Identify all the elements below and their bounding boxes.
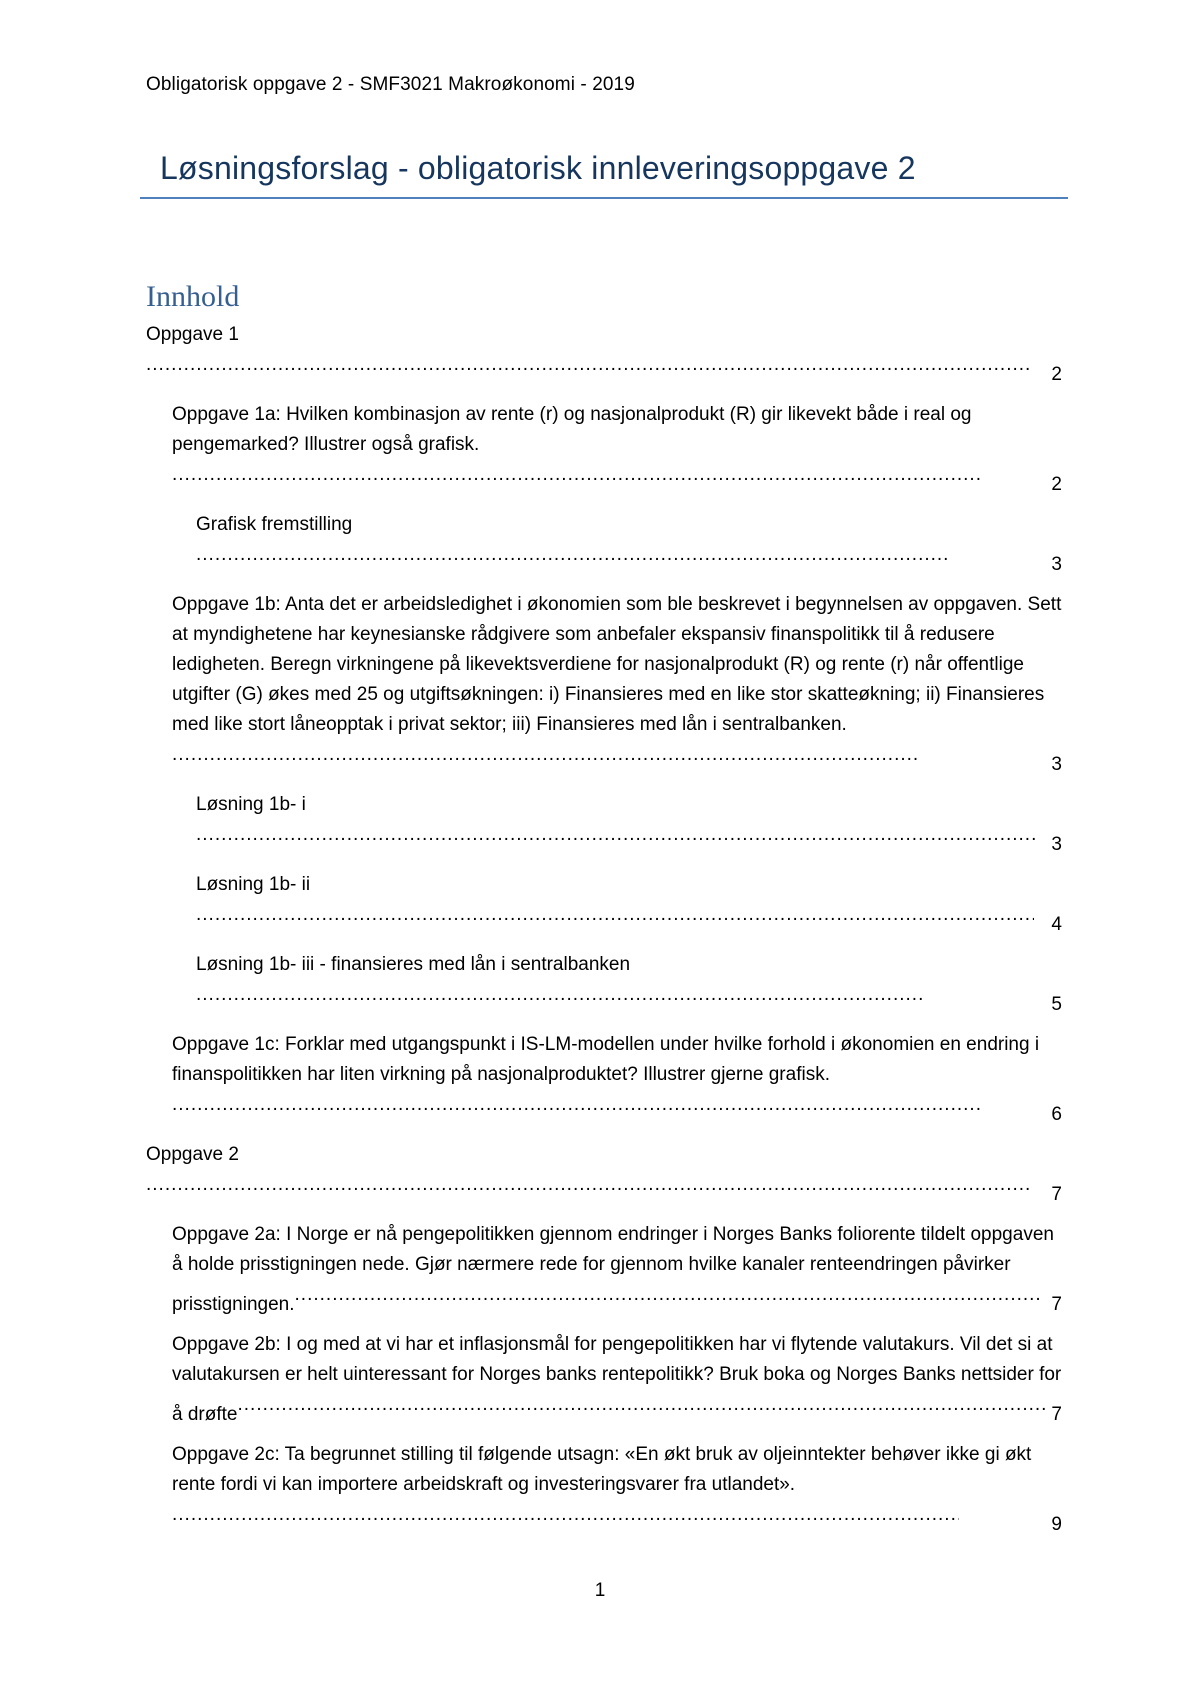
toc-entry-text: Oppgave 2a: I Norge er nå pengepolitikken gjennom endringer i Norges Banks foliorente tildelt oppgaven å holde prisstigningen nede. Gjør nærmere rede for gjennom hvilke kanaler renteendringen påvirker prisstigningen. <box>172 1224 1054 1315</box>
toc-entry-line <box>172 1330 1062 1430</box>
toc-dot-leader <box>172 740 917 770</box>
toc-dot-leader <box>172 1500 959 1530</box>
toc-dot-leader <box>146 1170 1031 1200</box>
toc-page-number: 6 <box>1049 1100 1062 1130</box>
toc-dot-leader <box>196 540 951 570</box>
toc-entry[interactable] <box>146 1030 1062 1130</box>
toc-dot-leader <box>196 980 923 1010</box>
table-of-contents <box>146 320 1062 1550</box>
toc-entry-line <box>196 510 1062 580</box>
toc-entry[interactable] <box>146 1140 1062 1210</box>
toc-entry-text: Oppgave 1 <box>146 324 239 345</box>
toc-dot-leader <box>146 350 1031 380</box>
toc-entry-text: Oppgave 2 <box>146 1144 239 1165</box>
toc-entry-text: Oppgave 2c: Ta begrunnet stilling til følgende utsagn: «En økt bruk av oljeinntekter behøver ikke gi økt rente fordi vi kan importere arbeidskraft og investeringsvarer fra utlandet». <box>172 1444 1032 1495</box>
toc-entry[interactable] <box>146 1440 1062 1540</box>
toc-entry-line <box>172 1440 1062 1540</box>
toc-entry[interactable] <box>146 320 1062 390</box>
toc-page-number: 3 <box>1049 830 1062 860</box>
toc-entry[interactable] <box>146 590 1062 780</box>
toc-dot-leader <box>196 900 1034 930</box>
toc-entry[interactable] <box>146 1220 1062 1320</box>
toc-entry[interactable] <box>146 1330 1062 1430</box>
toc-entry-line <box>146 320 1062 390</box>
toc-entry[interactable] <box>146 400 1062 500</box>
toc-entry-text: Oppgave 1a: Hvilken kombinasjon av rente (r) og nasjonalprodukt (R) gir likevekt både i real og pengemarked? Illustrer også grafisk. <box>172 404 972 455</box>
toc-page-number: 9 <box>1049 1510 1062 1540</box>
toc-entry-text: Oppgave 1c: Forklar med utgangspunkt i IS-LM-modellen under hvilke forhold i økonomien en endring i finanspolitikken har liten virkning på nasjonalproduktet? Illustrer gjerne grafisk. <box>172 1034 1040 1085</box>
toc-entry-line <box>196 790 1062 860</box>
toc-entry-line <box>172 1030 1062 1130</box>
toc-heading: Innhold <box>146 280 240 313</box>
toc-entry-text: Løsning 1b- i <box>196 794 306 815</box>
toc-entry-text: Grafisk fremstilling <box>196 514 353 535</box>
toc-entry-line <box>172 400 1062 500</box>
title-block <box>140 150 1068 199</box>
toc-page-number: 2 <box>1049 360 1062 390</box>
toc-entry-text: Løsning 1b- iii - finansieres med lån i sentralbanken <box>196 954 631 975</box>
running-header: Obligatorisk oppgave 2 - SMF3021 Makroøkonomi - 2019 <box>146 74 635 95</box>
toc-entry[interactable] <box>146 950 1062 1020</box>
toc-entry[interactable] <box>146 790 1062 860</box>
toc-dot-leader <box>172 460 981 490</box>
toc-entry-line <box>146 1140 1062 1210</box>
toc-page-number: 3 <box>1049 550 1062 580</box>
page-number: 1 <box>594 1580 606 1601</box>
toc-entry-text: Oppgave 1b: Anta det er arbeidsledighet i økonomien som ble beskrevet i begynnelsen av oppgaven. Sett at myndighetene har keynesianske rådgivere som anbefaler ekspansiv finanspolitikk til å redusere ledigheten. Beregn virkningene på likevektsverdiene for nasjonalprodukt (R) og rente (r) når offentlige utgifter (G) økes med 25 og utgiftsøkningen: i) Finansieres med en like stor skatteøkning; ii) Finansieres med like stort låneopptak i privat sektor; iii) Finansieres med lån i sentralbanken. <box>172 594 1062 735</box>
toc-page-number: 5 <box>1049 990 1062 1020</box>
toc-page-number: 2 <box>1049 470 1062 500</box>
toc-entry-text: Løsning 1b- ii <box>196 874 311 895</box>
toc-entry[interactable] <box>146 870 1062 940</box>
toc-dot-leader <box>295 1280 1042 1310</box>
toc-page-number: 3 <box>1049 750 1062 780</box>
toc-dot-leader <box>196 820 1038 850</box>
document-title: Løsningsforslag - obligatorisk innleveringsoppgave 2 <box>160 150 916 186</box>
toc-entry-line <box>196 870 1062 940</box>
toc-page-number: 7 <box>1049 1400 1062 1430</box>
toc-entry-line <box>172 590 1062 780</box>
toc-page-number: 7 <box>1049 1290 1062 1320</box>
toc-entry-line <box>196 950 1062 1020</box>
toc-page-number: 7 <box>1049 1180 1062 1210</box>
toc-entry-line <box>172 1220 1062 1320</box>
toc-dot-leader <box>172 1090 981 1120</box>
toc-dot-leader <box>237 1390 1057 1420</box>
toc-page-number: 4 <box>1049 910 1062 940</box>
toc-entry[interactable] <box>146 510 1062 580</box>
toc-entry-text: Oppgave 2b: I og med at vi har et inflasjonsmål for pengepolitikken har vi flytende valutakurs. Vil det si at valutakursen er helt uinteressant for Norges banks rentepolitikk? Bruk boka og Norges Banks nettsider for å drøfte <box>172 1334 1062 1425</box>
